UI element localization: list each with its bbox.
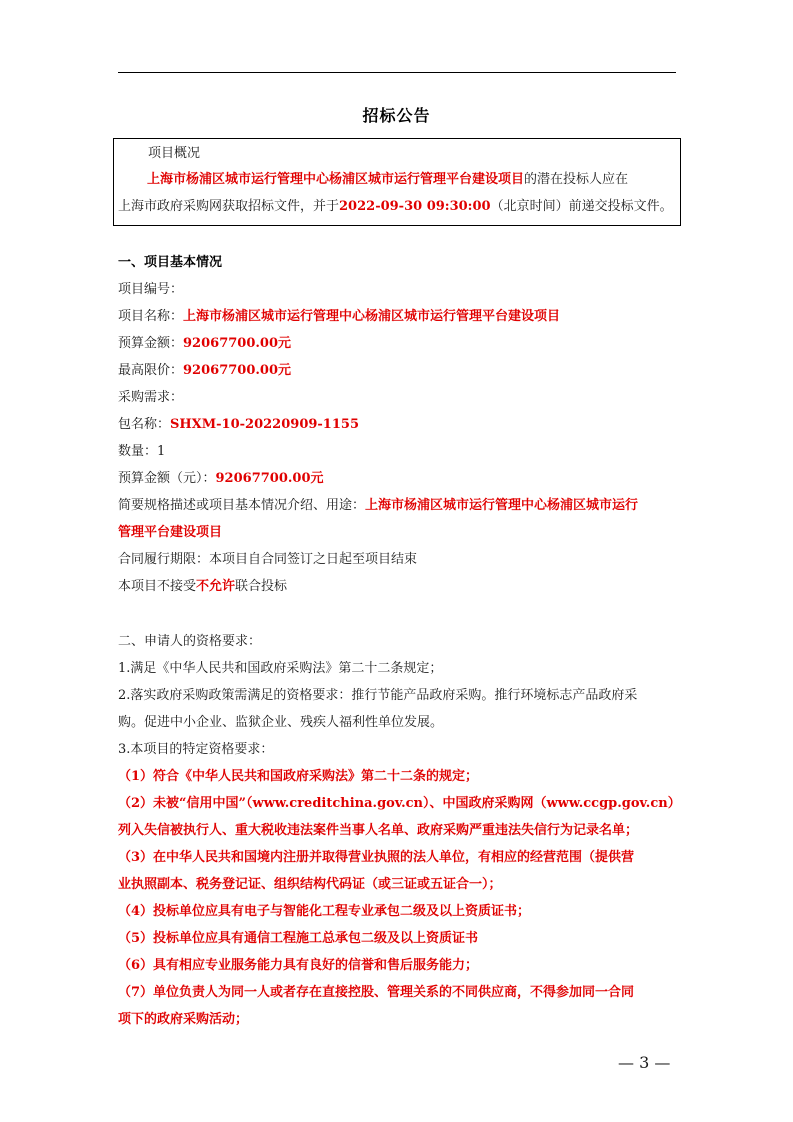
- section-2-heading: 二、申请人的资格要求：: [118, 634, 262, 649]
- max-price-label: 最高限价：: [118, 363, 184, 378]
- requirement-3: 3.本项目的特定资格要求：: [118, 742, 274, 757]
- description-value-1: 上海市杨浦区城市运行管理中心杨浦区城市运行: [365, 498, 639, 513]
- overview-heading: 项目概况: [148, 146, 201, 161]
- max-price-value: 92067700.00元: [183, 363, 291, 378]
- page-number: — 3 —: [618, 1053, 671, 1072]
- budget2-row: [118, 470, 324, 488]
- specific-req-line-9: （7）单位负责人为同一人或者存在直接控股、管理关系的不同供应商，不得参加同一合同: [118, 985, 635, 1000]
- project-number-label: 项目编号：: [118, 282, 184, 297]
- specific-req-line-6: （4）投标单位应具有电子与智能化工程专业承包二级及以上资质证书；: [118, 904, 531, 919]
- contract-period: 合同履行期限：本项目自合同签订之日起至项目结束: [118, 552, 418, 567]
- description-label: 简要规格描述或项目基本情况介绍、用途：: [118, 498, 366, 513]
- max-price-row: [118, 362, 291, 380]
- joint-bid-row: [118, 578, 287, 596]
- project-name-row: [118, 308, 560, 326]
- specific-req-line-3: 列入失信被执行人、重大税收违法案件当事人名单、政府采购严重违法失信行为记录名单；: [118, 823, 639, 838]
- deadline-highlight: 2022-09-30 09:30:00: [339, 199, 491, 214]
- joint-bid-a: 本项目不接受: [118, 579, 197, 594]
- demand-label: 采购需求：: [118, 390, 184, 405]
- page-title: 招标公告: [362, 106, 431, 125]
- project-name-value: 上海市杨浦区城市运行管理中心杨浦区城市运行管理平台建设项目: [183, 309, 561, 324]
- requirement-1: 1.满足《中华人民共和国政府采购法》第二十二条规定；: [118, 661, 443, 676]
- quantity-row: 数量：1: [118, 444, 166, 459]
- overview-line-2: [118, 198, 673, 216]
- budget-value: 92067700.00元: [183, 336, 291, 351]
- overview-line-2b: （北京时间）前递交投标文件。: [490, 199, 673, 214]
- requirement-2-line-2: 购。促进中小企业、监狱企业、残疾人福利性单位发展。: [118, 715, 444, 730]
- budget-row: [118, 335, 291, 353]
- description-value-2: 管理平台建设项目: [118, 525, 223, 540]
- specific-req-line-7: （5）投标单位应具有通信工程施工总承包二级及以上资质证书: [118, 931, 479, 946]
- overview-line-1: [147, 171, 628, 189]
- specific-req-line-5: 业执照副本、税务登记证、组织结构代码证（或三证或五证合一）；: [118, 877, 502, 892]
- project-name-label: 项目名称：: [118, 309, 184, 324]
- overview-line-1-rest: 的潜在投标人应在: [524, 172, 629, 187]
- specific-req-line-1: （1）符合《中华人民共和国政府采购法》第二十二条的规定；: [118, 769, 479, 784]
- requirement-2-line-1: 2.落实政府采购政策需满足的资格要求：推行节能产品政府采购。推行环境标志产品政府采: [118, 688, 638, 703]
- header-rule: [118, 72, 676, 73]
- specific-req-line-4: （3）在中华人民共和国境内注册并取得营业执照的法人单位，有相应的经营范围（提供营: [118, 850, 635, 865]
- project-name-highlight: 上海市杨浦区城市运行管理中心杨浦区城市运行管理平台建设项目: [147, 172, 525, 187]
- budget2-label: 预算金额（元）：: [118, 471, 216, 486]
- overview-line-2a: 上海市政府采购网获取招标文件，并于: [118, 199, 340, 214]
- joint-bid-highlight: 不允许: [196, 579, 236, 594]
- specific-req-line-8: （6）具有相应专业服务能力具有良好的信誉和售后服务能力；: [118, 958, 479, 973]
- specific-req-line-10: 项下的政府采购活动；: [118, 1012, 249, 1027]
- section-1-heading: 一、项目基本情况: [118, 255, 223, 270]
- budget2-value: 92067700.00元: [215, 471, 324, 486]
- specific-req-line-2: （2）未被“信用中国”（www.creditchina.gov.cn）、中国政府采购网（www.ccgp.gov.cn）: [118, 796, 681, 811]
- package-row: [118, 416, 359, 434]
- package-value: SHXM-10-20220909-1155: [170, 417, 359, 432]
- budget-label: 预算金额：: [118, 336, 184, 351]
- package-label: 包名称：: [118, 417, 171, 432]
- description-row: [118, 497, 638, 515]
- joint-bid-b: 联合投标: [235, 579, 288, 594]
- project-number-row: [118, 281, 183, 299]
